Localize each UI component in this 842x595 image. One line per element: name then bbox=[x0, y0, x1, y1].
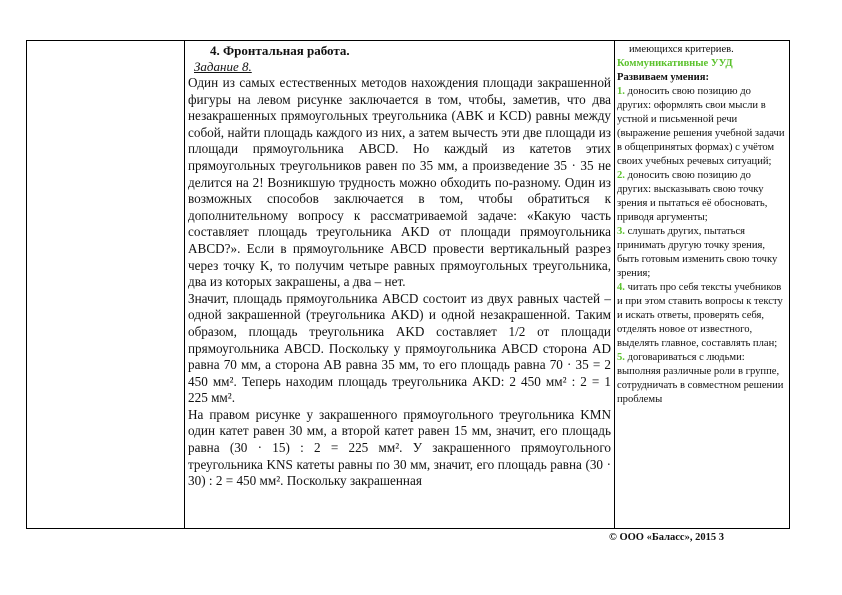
column-divider-left bbox=[184, 41, 185, 528]
skill-item-3 bbox=[617, 225, 787, 281]
lesson-table bbox=[26, 40, 790, 529]
uud-cell bbox=[617, 43, 787, 407]
paragraph-2: Значит, площадь прямоугольника ABCD состоит из двух равных частей – одной закрашенной (треугольника AKD) и одной незакрашенной. Таким образом, площадь треугольника AKD составляет 1/2 от площади прямоугольника ABCD. Поскольку у прямоугольника ABCD сторона AD равна 70 мм, а сторона AB равна 35 мм, то его площадь равна 70 · 35 = 2 450 мм². Теперь находим площадь треугольника AKD: 2 450 мм² : 2 = 1 225 мм². bbox=[188, 290, 611, 406]
skill-number: 2. bbox=[617, 170, 625, 181]
skill-number: 3. bbox=[617, 226, 625, 237]
skill-number: 5. bbox=[617, 352, 625, 363]
skill-item-4 bbox=[617, 281, 787, 351]
skill-number: 1. bbox=[617, 86, 625, 97]
paragraph-3: На правом рисунке у закрашенного прямоугольного треугольника KMN один катет равен 30 мм, а второй катет равен 15 мм, значит, его площадь равна (30 · 15) : 2 = 225 мм². У закрашенного прямоугольного треугольника KNS катеты равны по 30 мм, значит, его площадь равна (30 · 30) : 2 = 450 мм². Поскольку закрашенная bbox=[188, 406, 611, 489]
skill-text: договариваться с людьми: выполняя различные роли в группе, сотрудничать в совместном решении проблемы bbox=[617, 352, 784, 405]
side-top-text: имеющихся критериев. bbox=[629, 44, 734, 55]
paragraph-1: Один из самых естественных методов нахождения площади закрашенной фигуры на левом рисунке заключается в том, чтобы, заметив, что два незакрашенных прямоугольных треугольника (ABK и KCD) равны между собой, найти площадь каждого из них, а затем вычесть эти две площади из площади прямоугольника ABCD. Но каждый из катетов этих прямоугольных треугольников равен по 35 мм, а произведение 35 · 35 не делится на 2! Возникшую трудность можно обходить по-разному. Один из возможных способов заключается в том, чтобы обратиться к дополнительному вопросу к рассматриваемой задаче: «Какую часть составляет площадь треугольника AKD от площади прямоугольника ABCD?». Если в прямоугольнике ABCD провести вертикальный разрез через точку K, то получим четыре равных прямоугольных треугольника, два из которых закрашены, а два – нет. bbox=[188, 75, 611, 290]
copyright-footer: © ООО «Баласс», 2015 3 bbox=[609, 532, 724, 543]
skill-item-2 bbox=[617, 169, 787, 225]
skill-number: 4. bbox=[617, 282, 625, 293]
komm-uud-title: Коммуникативные УУД bbox=[617, 58, 733, 69]
develop-label: Развиваем умения: bbox=[617, 72, 709, 83]
skill-item-1 bbox=[617, 85, 787, 169]
section-heading: 4. Фронтальная работа. bbox=[210, 43, 350, 58]
main-content-cell bbox=[188, 43, 611, 490]
skill-item-5 bbox=[617, 351, 787, 407]
skill-text: доносить свою позицию до других: высказывать свою точку зрения и пытаться её обосновать, приводя аргументы; bbox=[617, 170, 768, 223]
column-divider-right bbox=[614, 41, 615, 528]
skill-text: слушать других, пытаться принимать другую точку зрения, быть готовым изменить свою точку зрения; bbox=[617, 226, 778, 279]
skill-text: доносить свою позицию до других: оформлять свои мысли в устной и письменной речи (выражение решения учебной задачи в общепринятых формах) с учётом своих учебных речевых ситуаций; bbox=[617, 86, 785, 167]
skill-text: читать про себя тексты учебников и при этом ставить вопросы к тексту и искать ответы, проверять себя, отделять новое от известного, выделять главное, составлять план; bbox=[617, 282, 783, 349]
task-title: Задание 8. bbox=[194, 59, 252, 74]
